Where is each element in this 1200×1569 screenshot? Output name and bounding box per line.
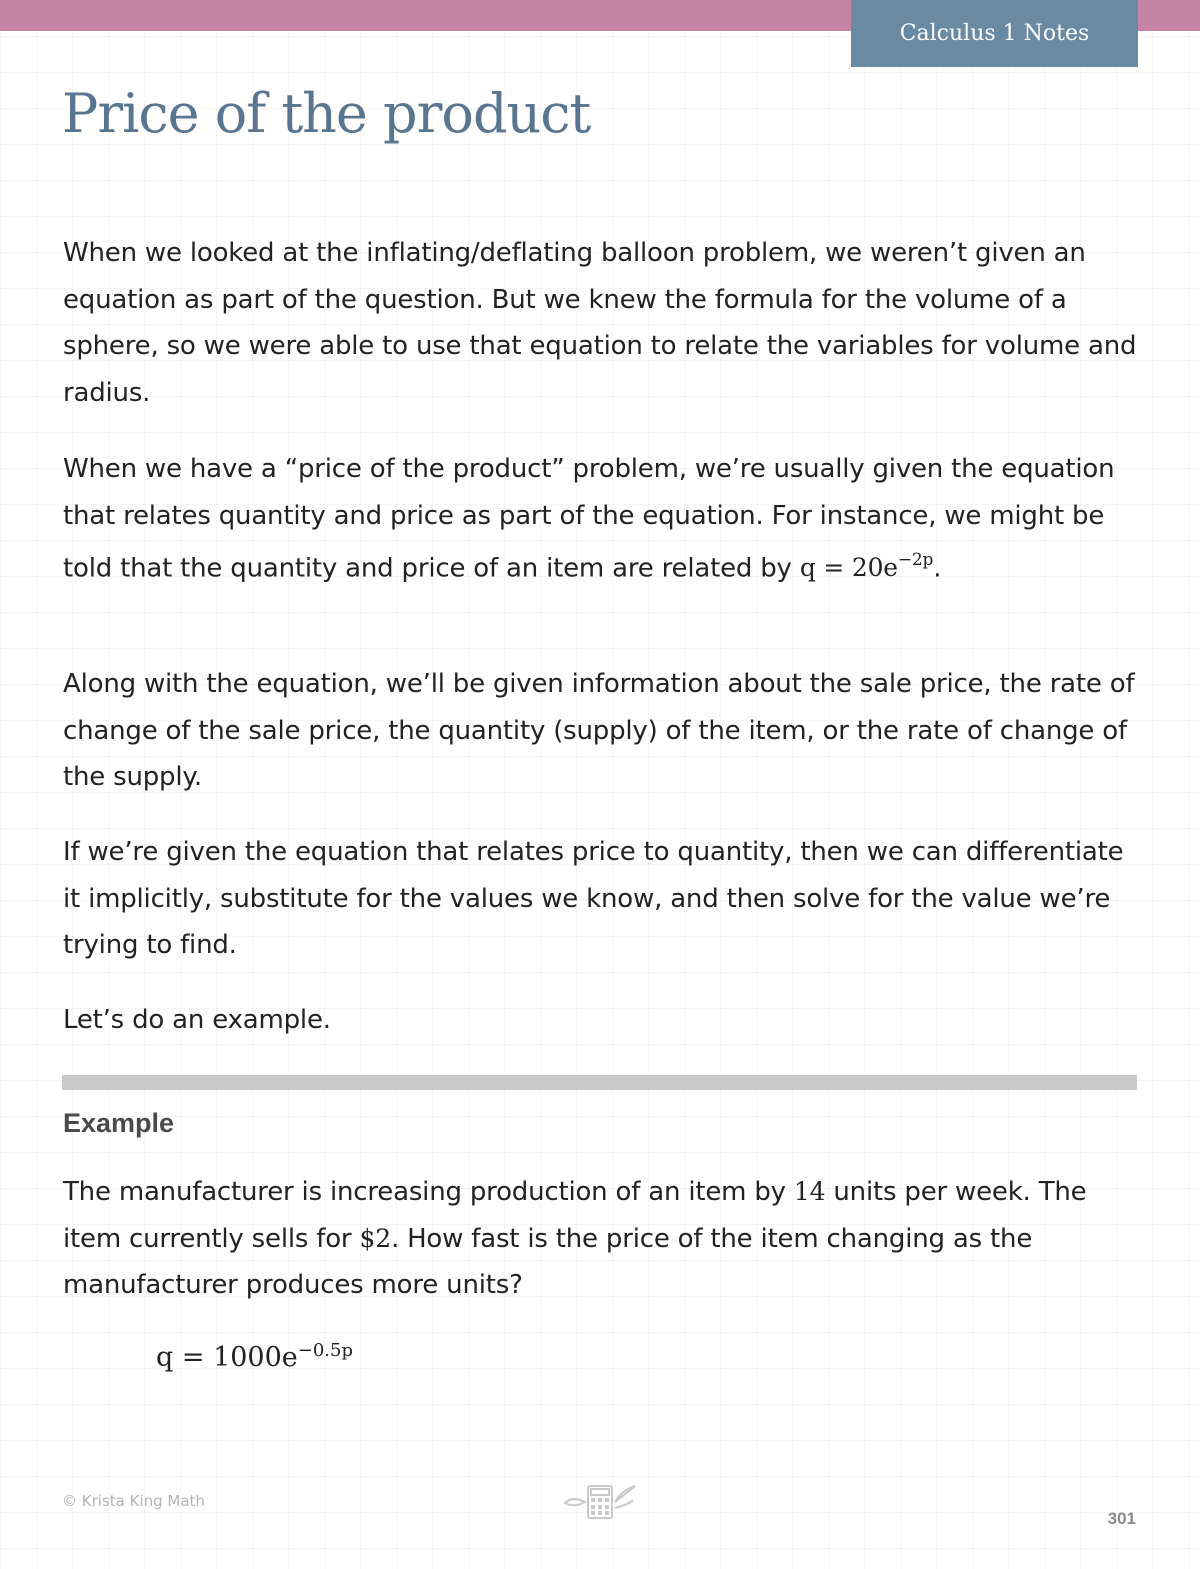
display-equation — [156, 1340, 353, 1373]
paragraph-intro: When we looked at the inflating/deflating balloon problem, we weren’t given an equation as part of the question. But we knew the formula for the volume of a sphere, so we were able to use that equation to relate the variables for volume and radius. — [63, 238, 1137, 408]
copyright-text: © Krista King Math — [62, 1492, 205, 1510]
paragraph-text: When we have a “price of the product” problem, we’re usually given the equation that relates quantity and price as part of the equation. For instance, we might be told that the quantity and price of an item are related by — [63, 454, 1115, 584]
units-value: 14 — [793, 1177, 826, 1206]
equation-base: q = 20e — [799, 553, 898, 583]
display-equation-exponent: −0.5p — [297, 1340, 353, 1361]
page-title: Price of the product — [62, 82, 591, 145]
equation-exponent: −2p — [897, 550, 934, 570]
paragraph-given-info: Along with the equation, we’ll be given information about the sale price, the rate of change of the sale price, the quantity (supply) of the item, or the rate of change of the supply. — [63, 669, 1135, 792]
paragraph-price-product — [63, 446, 1148, 592]
inline-equation — [799, 550, 934, 583]
paragraph-lead-in: Let’s do an example. — [63, 1005, 331, 1035]
calculator-laurel-icon — [563, 1480, 637, 1522]
page-number: 301 — [1107, 1509, 1136, 1528]
section-divider — [62, 1075, 1137, 1090]
example-text-a: The manufacturer is increasing production of an item by — [63, 1177, 786, 1207]
example-heading: Example — [63, 1108, 175, 1138]
example-text-c: . How fast is the price of the item changing as the manufacturer produces more units? — [63, 1223, 1033, 1300]
price-value: $2 — [359, 1223, 391, 1253]
example-problem — [63, 1169, 1148, 1309]
sentence-end: . — [933, 553, 942, 584]
example-text-b: units per week. The item currently sells for — [63, 1177, 1087, 1254]
display-equation-base: q = 1000e — [156, 1342, 298, 1373]
paragraph-method: If we’re given the equation that relates price to quantity, then we can differentiate it implicitly, substitute for the values we know, and then solve for the value we’re trying to find. — [63, 837, 1124, 960]
course-tab-label: Calculus 1 Notes — [899, 21, 1090, 46]
course-tab — [851, 0, 1138, 67]
